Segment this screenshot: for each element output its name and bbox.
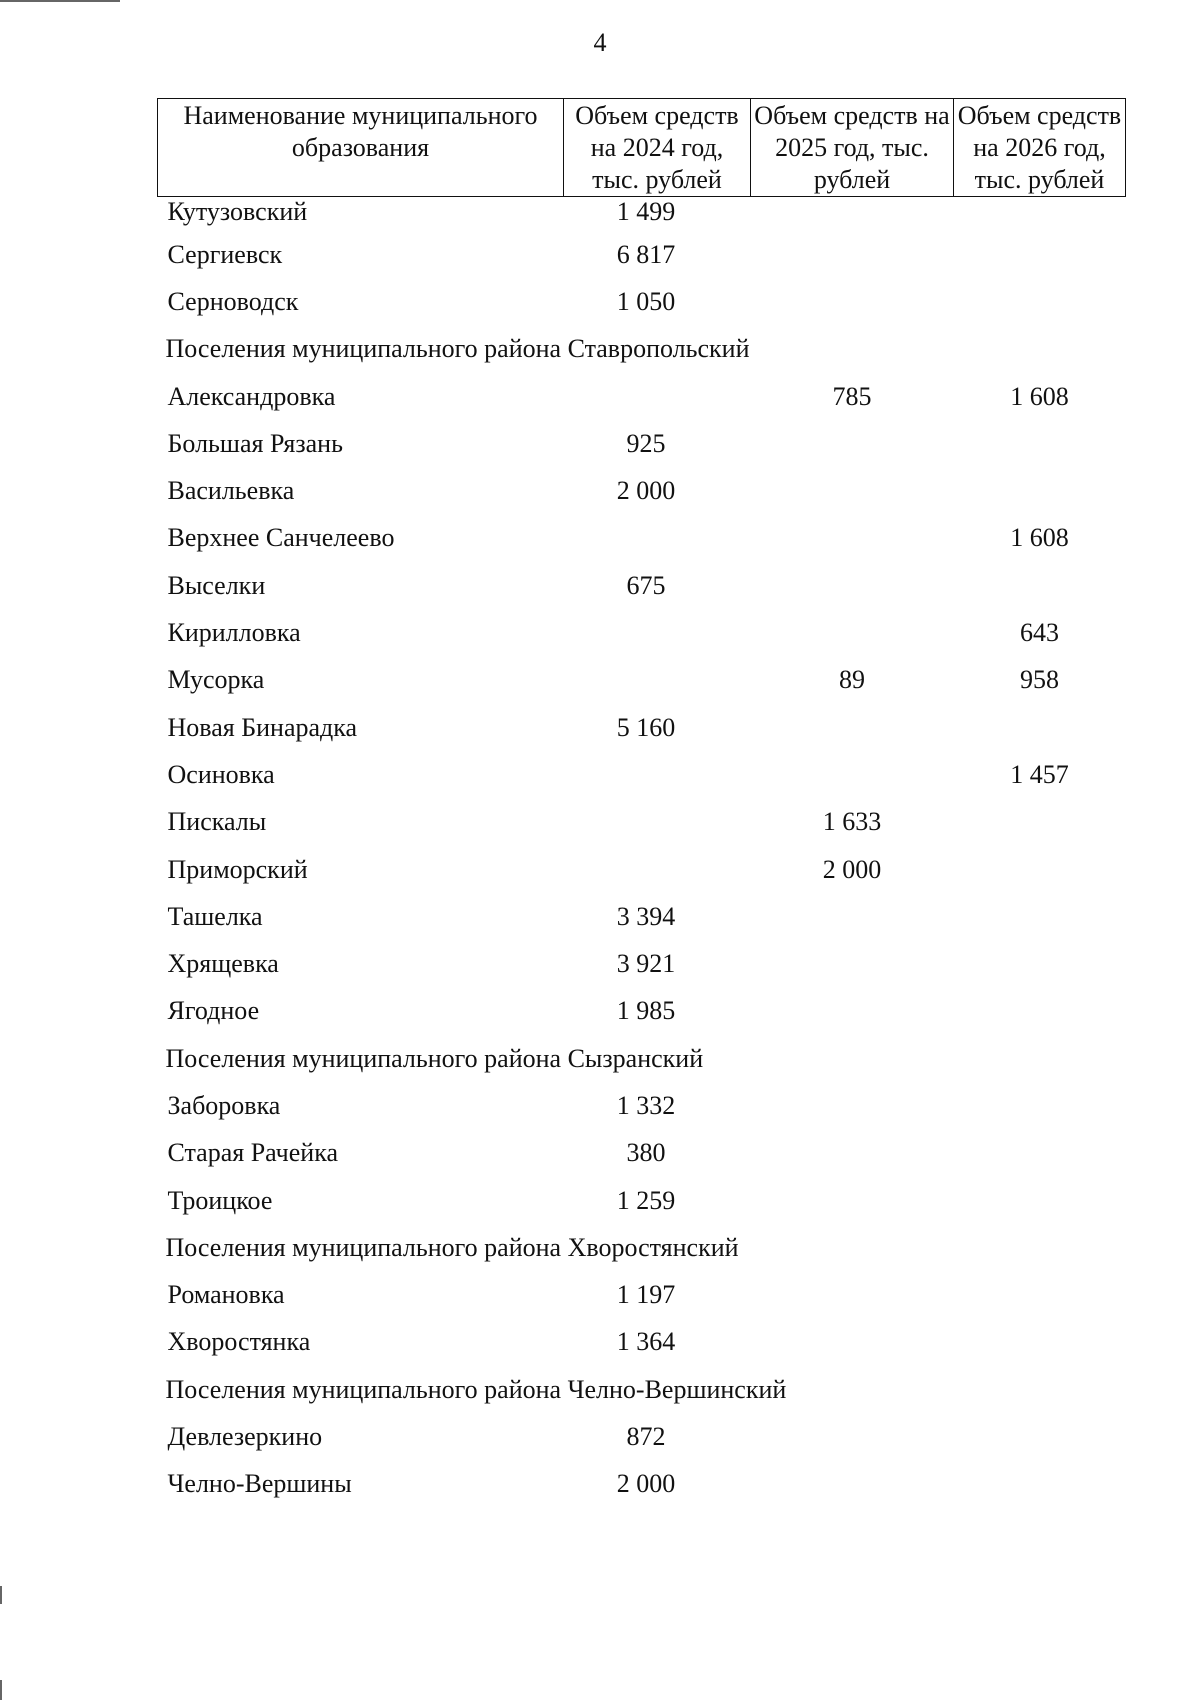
group-heading-row [158, 1224, 1126, 1271]
table-header-row [158, 99, 1126, 197]
table-body [158, 197, 1126, 1509]
volume-2024-cell [564, 846, 751, 893]
volume-2024-cell [564, 799, 751, 846]
volume-2026-cell: 1 608 [1010, 523, 1069, 553]
municipality-name-cell: Серноводск [167, 286, 299, 316]
volume-2025-cell [751, 278, 954, 325]
table-row [158, 1272, 1126, 1319]
table-row [158, 846, 1126, 893]
volume-2025-cell [751, 1272, 954, 1319]
volume-2025-cell [751, 609, 954, 656]
volume-2025-cell [751, 893, 954, 940]
table-row [158, 657, 1126, 704]
municipality-name-cell: Большая Рязань [167, 428, 343, 458]
volume-2024-cell: 6 817 [616, 239, 676, 269]
table-row [158, 1130, 1126, 1177]
volume-2024-cell: 925 [626, 428, 666, 458]
group-heading: Поселения муниципального района Хворостянский [165, 1232, 739, 1262]
scan-edge-mark [0, 1586, 2, 1604]
volume-2024-cell: 872 [626, 1422, 666, 1452]
volume-2024-cell: 2 000 [616, 476, 676, 506]
municipality-name-cell: Девлезеркино [167, 1422, 323, 1452]
municipality-name-cell: Старая Рачейка [167, 1138, 338, 1168]
volume-2024-cell: 1 364 [616, 1327, 676, 1357]
volume-2026-cell [954, 1413, 1126, 1460]
volume-2025-cell [751, 1130, 954, 1177]
table-row [158, 988, 1126, 1035]
volume-2026-cell [954, 1461, 1126, 1508]
table-row [158, 893, 1126, 940]
volume-2025-cell [751, 197, 954, 232]
municipality-name-cell: Приморский [167, 854, 308, 884]
volume-2026-cell: 1 457 [1010, 759, 1069, 789]
volume-2025-cell [751, 1177, 954, 1224]
header-municipality-name: Наименование муниципального образования [158, 99, 564, 197]
municipality-name-cell: Выселки [167, 570, 266, 600]
municipality-name-cell: Ягодное [167, 996, 260, 1026]
municipality-name-cell: Кутузовский [167, 197, 308, 226]
volume-2025-cell [751, 515, 954, 562]
municipality-name-cell: Романовка [167, 1280, 285, 1310]
table-row [158, 373, 1126, 420]
volume-2026-cell [954, 988, 1126, 1035]
volume-2026-cell [954, 704, 1126, 751]
page-number: 4 [593, 28, 607, 57]
volume-2024-cell [564, 609, 751, 656]
volume-2026-cell [954, 420, 1126, 467]
municipality-name-cell: Пискалы [167, 807, 267, 837]
municipality-name-cell: Челно-Вершины [167, 1469, 352, 1499]
table-row [158, 940, 1126, 987]
volume-2025-cell [751, 1082, 954, 1129]
volume-2024-cell: 1 985 [616, 996, 676, 1026]
table-row [158, 1413, 1126, 1460]
volume-2024-cell: 3 394 [616, 901, 676, 931]
volume-2026-cell [954, 562, 1126, 609]
municipality-name-cell: Хворостянка [167, 1327, 311, 1357]
header-volume-2024: Объем средств на 2024 год, тыс. рублей [564, 99, 751, 197]
volume-2025-cell [751, 1461, 954, 1508]
municipality-name-cell: Александровка [167, 381, 336, 411]
municipality-name-cell: Новая Бинарадка [167, 712, 358, 742]
volume-2026-cell [954, 893, 1126, 940]
volume-2024-cell: 1 197 [616, 1280, 676, 1310]
volume-2024-cell: 5 160 [616, 712, 676, 742]
volume-2025-cell [751, 231, 954, 278]
volume-2025-cell [751, 420, 954, 467]
municipality-name-cell: Осиновка [167, 759, 275, 789]
table-row [158, 467, 1126, 514]
table-row [158, 562, 1126, 609]
volume-2024-cell [564, 373, 751, 420]
scan-edge-mark [0, 1680, 2, 1700]
municipality-name-cell: Кирилловка [167, 618, 301, 648]
group-heading-row [158, 1035, 1126, 1082]
volume-2026-cell [954, 467, 1126, 514]
funding-table [157, 98, 1126, 1508]
volume-2024-cell: 1 259 [616, 1185, 676, 1215]
municipality-name-cell: Сергиевск [167, 239, 283, 269]
group-heading: Поселения муниципального района Сызранский [165, 1043, 704, 1073]
municipality-name-cell: Васильевка [167, 476, 295, 506]
table-row [158, 1082, 1126, 1129]
table-row [158, 231, 1126, 278]
volume-2026-cell [954, 278, 1126, 325]
group-heading: Поселения муниципального района Ставропольский [165, 334, 750, 364]
volume-2026-cell [954, 1319, 1126, 1366]
municipality-name-cell: Заборовка [167, 1090, 281, 1120]
header-volume-2025: Объем средств на 2025 год, тыс. рублей [751, 99, 954, 197]
group-heading-row [158, 1366, 1126, 1413]
volume-2024-cell [564, 751, 751, 798]
municipality-name-cell: Ташелка [167, 901, 263, 931]
volume-2026-cell: 643 [1020, 618, 1059, 648]
volume-2025-cell [751, 1319, 954, 1366]
volume-2025-cell: 1 633 [822, 807, 882, 837]
volume-2024-cell: 1 332 [616, 1090, 676, 1120]
group-heading: Поселения муниципального района Челно-Вершинский [165, 1374, 787, 1404]
volume-2026-cell [954, 1130, 1126, 1177]
table-row [158, 420, 1126, 467]
volume-2026-cell [954, 940, 1126, 987]
table-row [158, 1461, 1126, 1508]
volume-2026-cell [954, 846, 1126, 893]
volume-2025-cell [751, 1413, 954, 1460]
volume-2024-cell [564, 515, 751, 562]
volume-2025-cell [751, 988, 954, 1035]
group-heading-row [158, 326, 1126, 373]
volume-2024-cell [564, 657, 751, 704]
volume-2026-cell: 958 [1020, 665, 1059, 695]
municipality-name-cell: Хрящевка [167, 949, 279, 979]
table-row [158, 515, 1126, 562]
table-row [158, 197, 1126, 232]
table-row [158, 751, 1126, 798]
volume-2025-cell: 2 000 [822, 854, 882, 884]
municipality-name-cell: Верхнее Санчелеево [167, 523, 395, 553]
volume-2025-cell [751, 467, 954, 514]
volume-2025-cell [751, 704, 954, 751]
table-row [158, 799, 1126, 846]
table-row [158, 1177, 1126, 1224]
volume-2026-cell: 1 608 [1010, 381, 1069, 411]
volume-2024-cell: 3 921 [616, 949, 676, 979]
table-row [158, 1319, 1126, 1366]
volume-2024-cell: 675 [626, 570, 666, 600]
volume-2025-cell [751, 562, 954, 609]
volume-2026-cell [954, 1272, 1126, 1319]
volume-2026-cell [954, 799, 1126, 846]
scan-edge-mark [0, 0, 120, 2]
volume-2026-cell [954, 197, 1126, 232]
volume-2024-cell: 1 050 [616, 286, 676, 316]
volume-2025-cell: 89 [839, 665, 865, 695]
volume-2026-cell [954, 231, 1126, 278]
volume-2025-cell: 785 [832, 381, 872, 411]
table-row [158, 278, 1126, 325]
volume-2025-cell [751, 751, 954, 798]
table-row [158, 609, 1126, 656]
header-volume-2026: Объем средств на 2026 год, тыс. рублей [954, 99, 1126, 197]
volume-2024-cell: 1 499 [616, 197, 676, 226]
volume-2026-cell [954, 1177, 1126, 1224]
volume-2025-cell [751, 940, 954, 987]
volume-2026-cell [954, 1082, 1126, 1129]
volume-2024-cell: 380 [626, 1138, 666, 1168]
municipality-name-cell: Мусорка [167, 665, 265, 695]
volume-2024-cell: 2 000 [616, 1469, 676, 1499]
table-row [158, 704, 1126, 751]
municipality-name-cell: Троицкое [167, 1185, 273, 1215]
